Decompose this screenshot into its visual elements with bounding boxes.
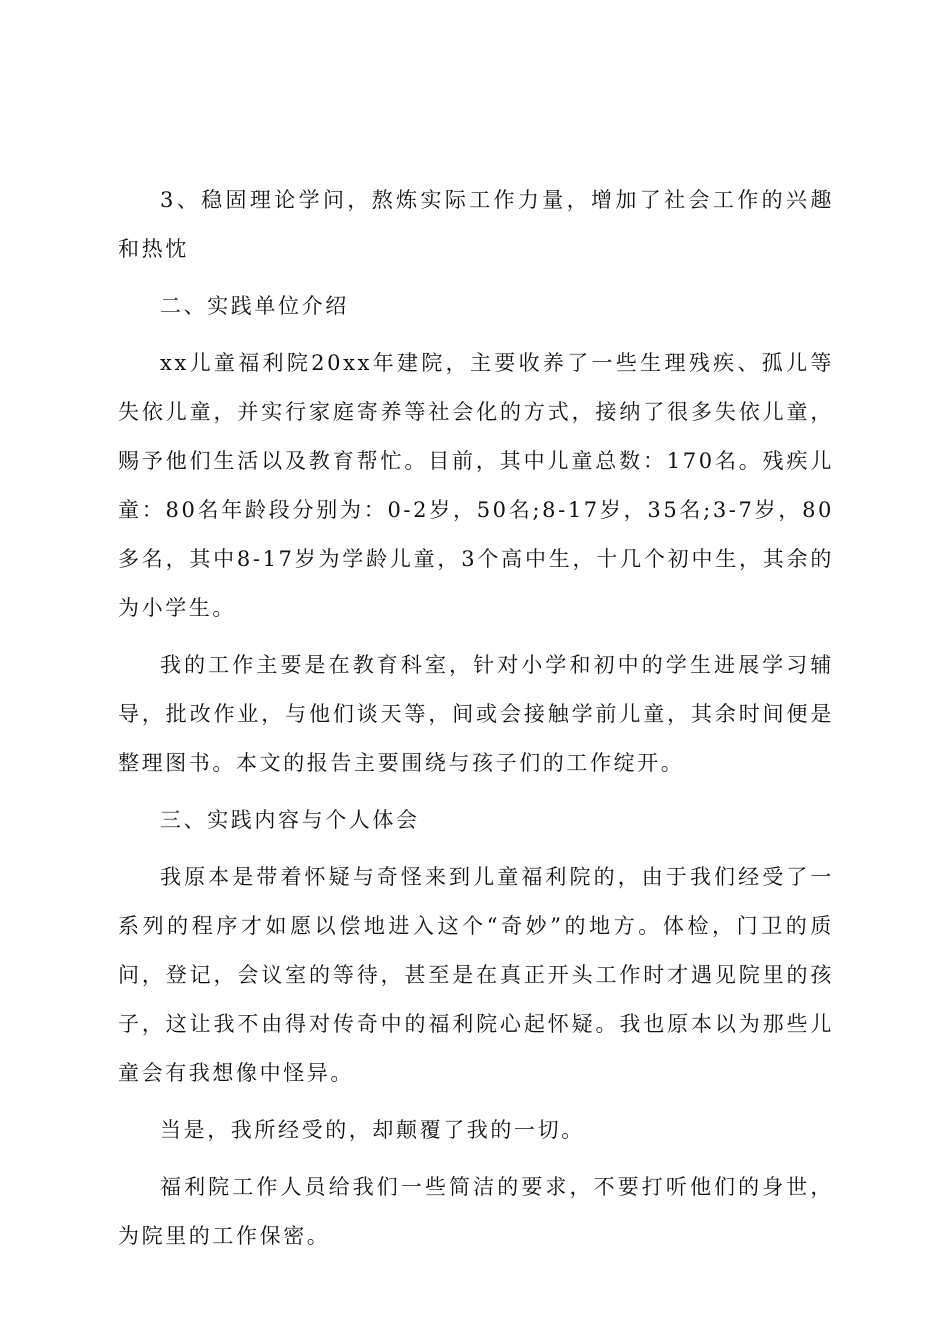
section-heading-2: 二、实践单位介绍 — [160, 294, 349, 318]
document-body — [118, 176, 834, 1269]
paragraph-experience: 当是，我所经受的，却颠覆了我的一切。 — [160, 1118, 585, 1142]
paragraph-unit-intro: xx儿童福利院20xx年建院，主要收养了一些生理残疾、孤儿等失依儿童，并实行家庭寄养等社会化的方式，接纳了很多失依儿童，赐予他们生活以及教育帮忙。目前，其中儿童总数：170名。残疾儿童：80名年龄段分别为：0-2岁，50名;8-17岁，35名;3-7岁，80多名，其中8-17岁为学龄儿童，3个高中生，十几个初中生，其余的为小学生。 — [118, 351, 834, 620]
paragraph-goal-3: 3、稳固理论学问，熬炼实际工作力量，增加了社会工作的兴趣和热忱 — [118, 188, 834, 261]
paragraph-work-description: 我的工作主要是在教育科室，针对小学和初中的学生进展学习辅导，批改作业，与他们谈天等，间或会接触学前儿童，其余时间便是整理图书。本文的报告主要围绕与孩子们的工作绽开。 — [118, 653, 834, 775]
section-heading-3: 三、实践内容与个人体会 — [160, 808, 420, 832]
paragraph-initial-impression: 我原本是带着怀疑与奇怪来到儿童福利院的，由于我们经受了一系列的程序才如愿以偿地进入这个“奇妙”的地方。体检，门卫的质问，登记，会议室的等待，甚至是在真正开头工作时才遇见院里的孩子，这让我不由得对传奇中的福利院心起怀疑。我也原本以为那些儿童会有我想像中怪异。 — [118, 865, 834, 1085]
paragraph-requirements: 福利院工作人员给我们一些简洁的要求，不要打听他们的身世，为院里的工作保密。 — [118, 1175, 834, 1248]
